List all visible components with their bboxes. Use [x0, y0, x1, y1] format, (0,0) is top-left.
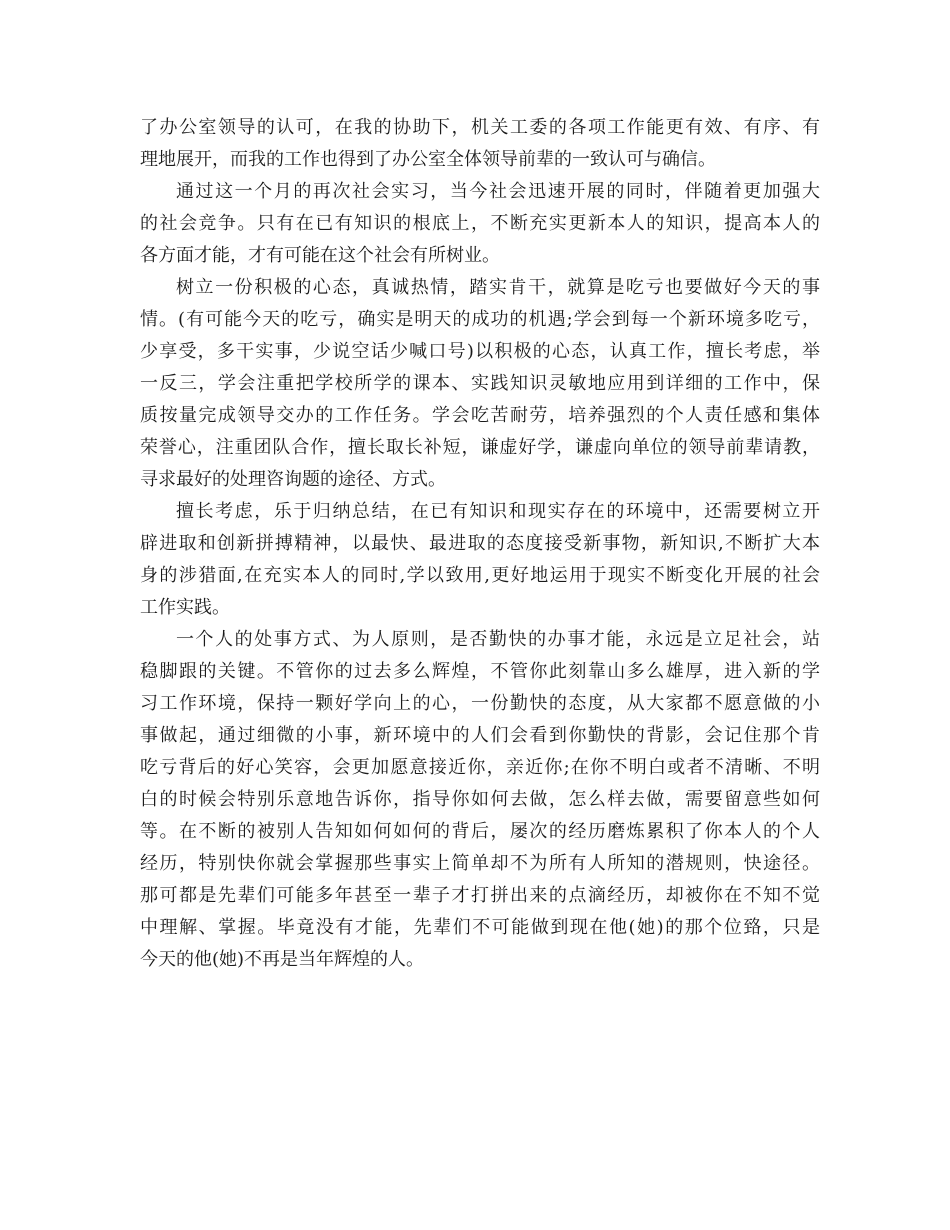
body-text-line: 中理解、掌握。毕竟没有才能，先辈们不可能做到现在他(她)的那个位臵，只是: [140, 917, 820, 938]
document-body: [140, 112, 820, 976]
body-text-line: 一反三，学会注重把学校所学的课本、实践知识灵敏地应用到详细的工作中，保: [140, 373, 820, 394]
body-text-line: 经历，特别快你就会掌握那些事实上简单却不为所有人所知的潜规则，快途径。: [140, 853, 820, 874]
body-text-line: 的社会竞争。只有在已有知识的根底上，不断充实更新本人的知识，提高本人的: [140, 213, 820, 234]
body-text-line: 寻求最好的处理咨询题的途径、方式。: [140, 469, 446, 490]
body-text-line: 事做起，通过细微的小事，新环境中的人们会看到你勤快的背影，会记住那个肯: [140, 725, 820, 746]
body-text-line: 等。在不断的被别人告知如何如何的背后，屡次的经历磨炼累积了你本人的个人: [140, 821, 820, 842]
body-text-line: 那可都是先辈们可能多年甚至一辈子才打拼出来的点滴经历，却被你在不知不觉: [140, 885, 820, 906]
body-text-line: 荣誉心，注重团队合作，擅长取长补短，谦虚好学，谦虚向单位的领导前辈请教，: [140, 437, 820, 458]
body-text-line: 擅长考虑，乐于归纳总结，在已有知识和现实存在的环境中，还需要树立开: [176, 501, 820, 522]
body-text-line: 质按量完成领导交办的工作任务。学会吃苦耐劳，培养强烈的个人责任感和集体: [140, 405, 820, 426]
body-text-line: 少享受，多干实事，少说空话少喊口号)以积极的心态，认真工作，擅长考虑，举: [140, 341, 820, 362]
body-text-line: 今天的他(她)不再是当年辉煌的人。: [140, 949, 425, 970]
body-text-line: 各方面才能，才有可能在这个社会有所树业。: [140, 245, 500, 266]
body-text-line: 白的时候会特别乐意地告诉你，指导你如何去做，怎么样去做，需要留意些如何: [140, 789, 820, 810]
body-text-line: 工作实践。: [140, 597, 230, 618]
body-text-line: 一个人的处事方式、为人原则，是否勤快的办事才能，永远是立足社会，站: [176, 629, 820, 650]
body-text-line: 理地展开，而我的工作也得到了办公室全体领导前辈的一致认可与确信。: [140, 149, 716, 170]
body-text-line: 习工作环境，保持一颗好学向上的心，一份勤快的态度，从大家都不愿意做的小: [140, 693, 820, 714]
body-text-line: 吃亏背后的好心笑容，会更加愿意接近你，亲近你;在你不明白或者不清晰、不明: [140, 757, 820, 778]
body-text-line: 辟进取和创新拼搏精神，以最快、最进取的态度接受新事物，新知识,不断扩大本: [140, 533, 820, 554]
body-text-line: 通过这一个月的再次社会实习，当今社会迅速开展的同时，伴随着更加强大: [176, 181, 820, 202]
body-text-line: 了办公室领导的认可，在我的协助下，机关工委的各项工作能更有效、有序、有: [140, 117, 820, 138]
body-text-line: 情。(有可能今天的吃亏，确实是明天的成功的机遇;学会到每一个新环境多吃亏，: [140, 309, 820, 330]
body-text-line: 身的涉猎面,在充实本人的同时,学以致用,更好地运用于现实不断变化开展的社会: [140, 565, 820, 586]
body-text-line: 树立一份积极的心态，真诚热情，踏实肯干，就算是吃亏也要做好今天的事: [176, 277, 820, 298]
body-text-line: 稳脚跟的关键。不管你的过去多么辉煌，不管你此刻靠山多么雄厚，进入新的学: [140, 661, 820, 682]
